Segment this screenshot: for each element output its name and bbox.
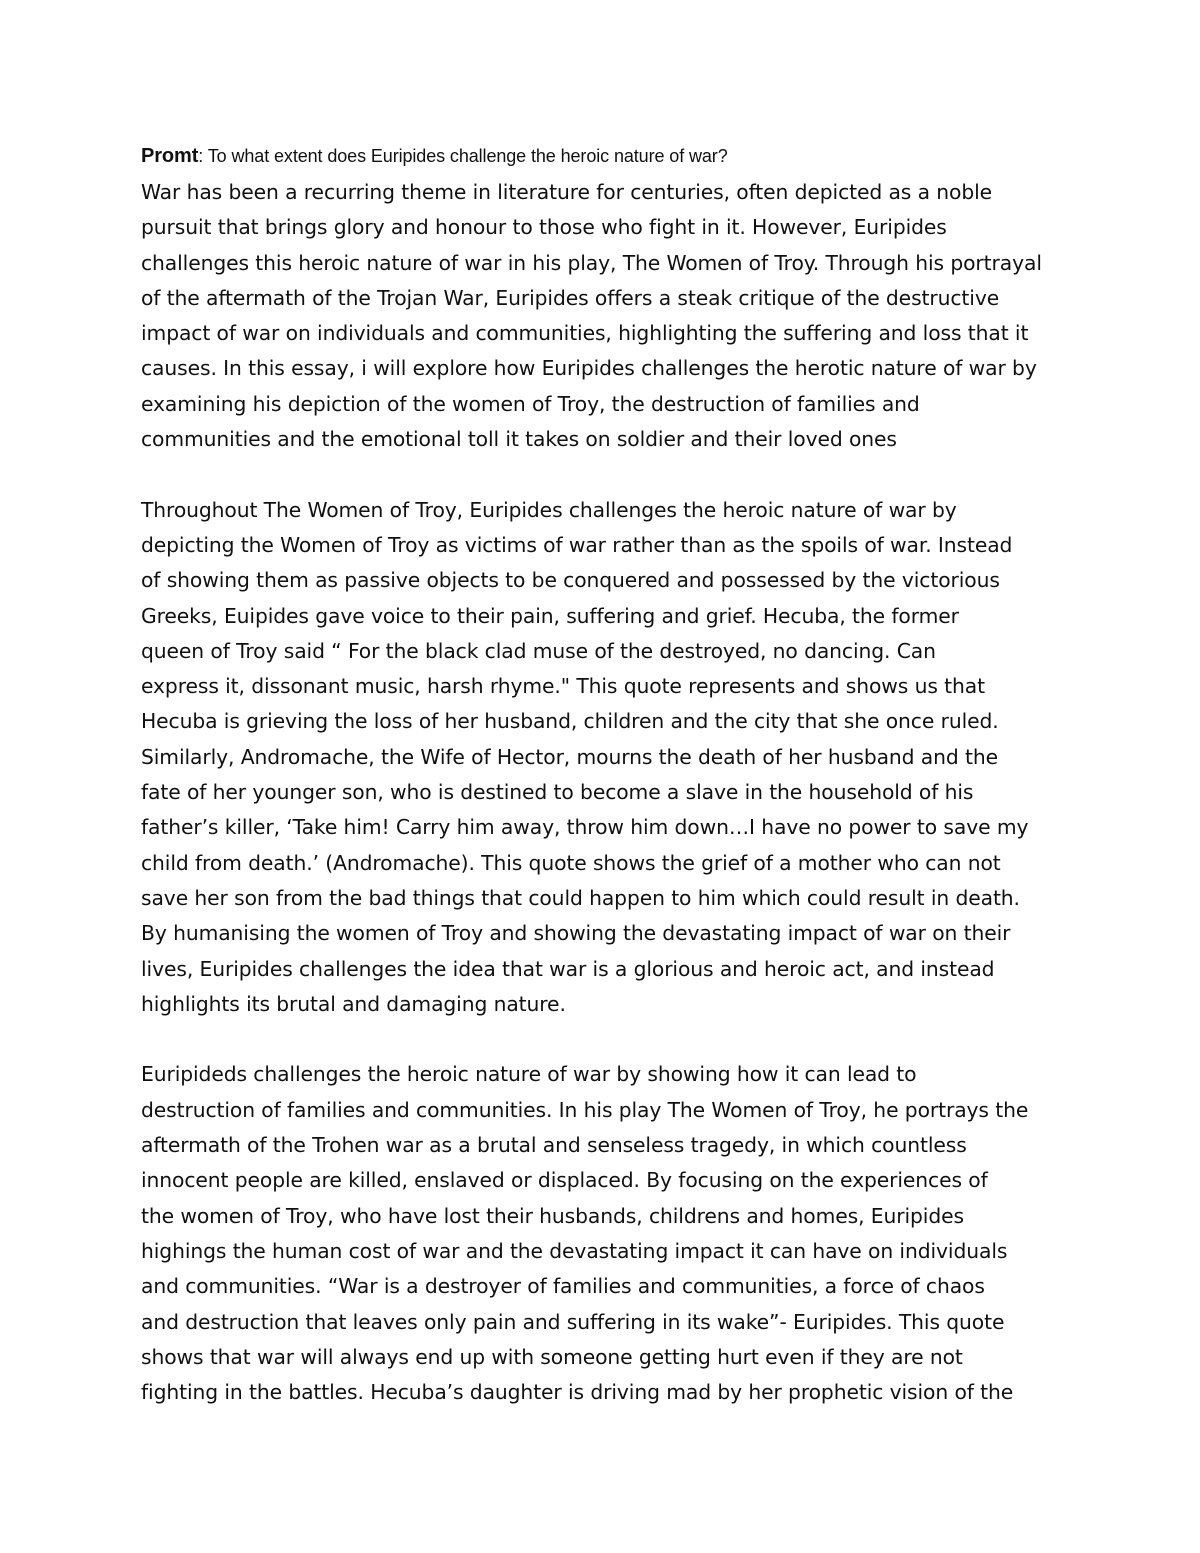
text-line: Throughout The Women of Troy, Euripides challenges the heroic nature of war by [141, 497, 957, 522]
paragraph-gap [141, 1022, 1071, 1057]
text-line: highlights its brutal and damaging nature. [141, 991, 566, 1016]
text-line: innocent people are killed, enslaved or displaced. By focusing on the experiences of [141, 1168, 988, 1193]
text-line: By humanising the women of Troy and showing the devastating impact of war on their [141, 921, 1011, 946]
text-line: father’s killer, ‘Take him! Carry him away, throw him down…I have no power to save my [141, 815, 1029, 840]
essay-body [141, 137, 1071, 1410]
text-line: of the aftermath of the Trojan War, Euripides offers a steak critique of the destructive [141, 285, 1000, 310]
text-line: lives, Euripides challenges the idea that war is a glorious and heroic act, and instead [141, 956, 995, 981]
text-line: the women of Troy, who have lost their husbands, childrens and homes, Euripides [141, 1203, 964, 1228]
text-line: Greeks, Euipides gave voice to their pain, suffering and grief. Hecuba, the former [141, 603, 959, 628]
paragraph-3 [141, 1057, 1071, 1410]
text-line: queen of Troy said “ For the black clad muse of the destroyed, no dancing. Can [141, 638, 936, 663]
text-line: challenges this heroic nature of war in his play, The Women of Troy. Through his portrayal [141, 250, 1042, 275]
text-line: Hecuba is grieving the loss of her husband, children and the city that she once ruled. [141, 709, 999, 734]
text-line: and destruction that leaves only pain and suffering in its wake”- Euripides. This quote [141, 1309, 1005, 1334]
text-line: communities and the emotional toll it takes on soldier and their loved ones [141, 427, 897, 452]
text-line: Similarly, Andromache, the Wife of Hector, mourns the death of her husband and the [141, 744, 998, 769]
essay-prompt [141, 137, 1071, 175]
text-line: express it, dissonant music, harsh rhyme." This quote represents and shows us that [141, 674, 985, 699]
text-line: impact of war on individuals and communities, highlighting the suffering and loss that it [141, 321, 1029, 346]
essay-paragraphs [141, 175, 1071, 1410]
text-line: and communities. “War is a destroyer of families and communities, a force of chaos [141, 1274, 985, 1299]
prompt-separator: : [198, 146, 204, 166]
text-line: destruction of families and communities. In his play The Women of Troy, he portrays the [141, 1097, 1029, 1122]
text-line: highings the human cost of war and the devastating impact it can have on individuals [141, 1238, 1008, 1263]
text-line: child from death.’ (Andromache). This quote shows the grief of a mother who can not [141, 850, 1001, 875]
text-line: Euripideds challenges the heroic nature of war by showing how it can lead to [141, 1062, 917, 1087]
prompt-label: Promt [141, 145, 199, 167]
text-line: shows that war will always end up with someone getting hurt even if they are not [141, 1344, 963, 1369]
text-line: examining his depiction of the women of Troy, the destruction of families and [141, 391, 920, 416]
text-line: of showing them as passive objects to be conquered and possessed by the victorious [141, 568, 1000, 593]
text-line: War has been a recurring theme in literature for centuries, often depicted as a noble [141, 180, 993, 204]
paragraph-1 [141, 175, 1071, 457]
text-line: fate of her younger son, who is destined to become a slave in the household of his [141, 780, 974, 805]
text-line: save her son from the bad things that could happen to him which could result in death. [141, 885, 1020, 910]
text-line: fighting in the battles. Hecuba’s daughter is driving mad by her prophetic vision of the [141, 1380, 1014, 1405]
paragraph-2 [141, 493, 1071, 1022]
text-line: causes. In this essay, i will explore how Euripides challenges the herotic nature of war by [141, 356, 1037, 381]
text-line: pursuit that brings glory and honour to those who fight in it. However, Euripides [141, 215, 947, 240]
text-line: aftermath of the Trohen war as a brutal and senseless tragedy, in which countless [141, 1133, 967, 1158]
prompt-question: To what extent does Euripides challenge the heroic nature of war? [207, 146, 728, 166]
text-line: depicting the Women of Troy as victims of war rather than as the spoils of war. Instead [141, 532, 1013, 557]
paragraph-gap [141, 457, 1071, 492]
